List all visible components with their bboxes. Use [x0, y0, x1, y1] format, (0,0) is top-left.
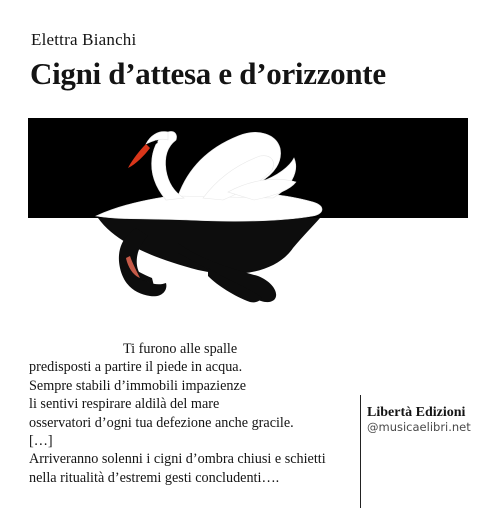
white-swan-eye [154, 140, 157, 143]
poem-line: Sempre stabili d’immobili impazienze [29, 377, 247, 394]
poem-line: predisposti a partire il piede in acqua. [29, 359, 243, 376]
poem-excerpt [29, 340, 326, 487]
author-name: Elettra Bianchi [31, 30, 137, 49]
poem-line: osservatori d’ogni tua defezione anche gracile. [29, 414, 294, 431]
swan-illustration [28, 118, 468, 323]
vertical-divider [360, 395, 361, 508]
book-title: Cigni d’attesa e d’orizzonte [30, 56, 386, 91]
poem-line: Arriveranno solenni i cigni d’ombra chiusi e schietti [29, 451, 326, 468]
poem-line: Ti furono alle spalle [123, 341, 238, 357]
poem-line: nella ritualità d’estremi gesti concludenti…. [29, 469, 280, 486]
poem-line: li sentivi respirare aldilà del mare [29, 396, 220, 413]
poem-line: […] [29, 433, 53, 450]
publisher-name: Libertà Edizioni [367, 405, 466, 420]
publisher-handle: @musicaelibri.net [367, 420, 471, 434]
